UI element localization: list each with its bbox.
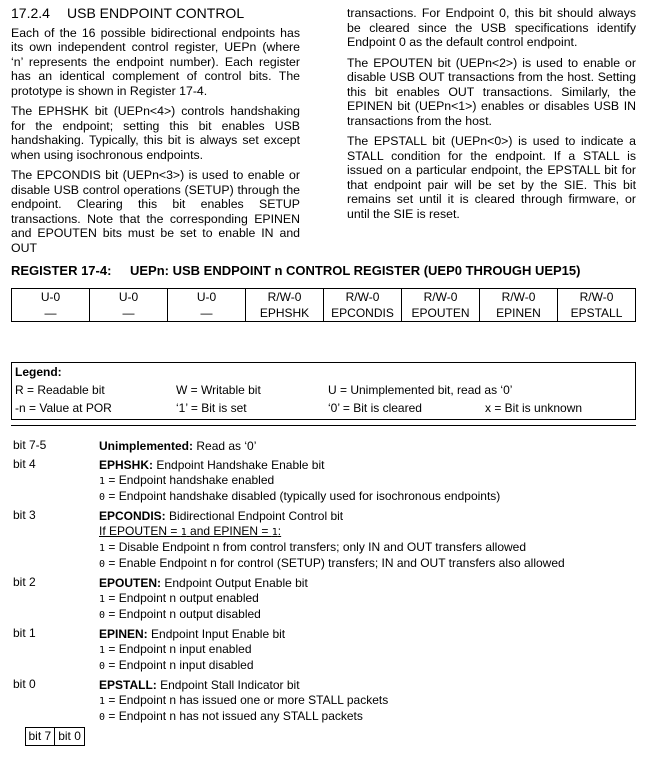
bit-high-label: bit 7 xyxy=(25,727,55,745)
condition-text: If EPOUTEN = xyxy=(99,524,181,538)
bit-field-desc: Endpoint Output Enable bit xyxy=(164,576,308,590)
paragraph: The EPHSHK bit (UEPn<4>) controls handshaking for the endpoint; setting this bit enables USB handshaking. Typically, this bit is always set except when using isochronous endpoints. xyxy=(11,104,300,162)
bit-row-3 xyxy=(13,508,653,572)
bit-field-desc: Endpoint Handshake Enable bit xyxy=(156,458,325,472)
section-title: USB ENDPOINT CONTROL xyxy=(67,5,245,21)
bit-name-cell: — xyxy=(90,305,168,322)
legend-set: ‘1’ = Bit is set xyxy=(176,401,247,415)
bit-name-cell: — xyxy=(12,305,90,322)
bit-field-name: EPHSHK: xyxy=(99,458,154,472)
legend-unimplemented: U = Unimplemented bit, read as ‘0’ xyxy=(328,383,513,397)
equals-sign: = xyxy=(105,607,119,621)
legend-readable: R = Readable bit xyxy=(15,383,105,397)
access-cell: R/W-0 xyxy=(480,289,558,306)
equals-sign: = xyxy=(105,489,119,503)
register-label: REGISTER 17-4: xyxy=(11,263,112,278)
access-cell: U-0 xyxy=(90,289,168,306)
value-desc: Endpoint n output disabled xyxy=(118,607,261,621)
bit-field-name: EPOUTEN: xyxy=(99,576,162,590)
right-column xyxy=(347,6,636,227)
value-one: 1 xyxy=(99,543,106,554)
paragraph: Each of the 16 possible bidirectional endpoints has its own independent control register, UEPn (where ‘n’ represents the endpoint number). Each register has an identical complement of control bits. The prototype is shown in Register 17-4. xyxy=(11,25,300,98)
equals-sign: = xyxy=(105,556,119,570)
access-cell: U-0 xyxy=(12,289,90,306)
value-desc: Endpoint handshake enabled xyxy=(118,473,275,487)
value-zero: 0 xyxy=(99,712,106,723)
register-title: UEPn: USB ENDPOINT n CONTROL REGISTER (UEP0 THROUGH UEP15) xyxy=(130,263,581,278)
bit-name-cell: EPOUTEN xyxy=(402,305,480,322)
bit-label: bit 7-5 xyxy=(13,438,47,452)
value-desc: Endpoint n has not issued any STALL packets xyxy=(118,709,363,723)
access-cell: R/W-0 xyxy=(558,289,636,306)
access-cell: R/W-0 xyxy=(246,289,324,306)
condition-text: and EPINEN = xyxy=(186,524,272,538)
bit-field-desc: Endpoint Stall Indicator bit xyxy=(160,678,300,692)
bit-row-4 xyxy=(13,457,653,505)
value-one: 1 xyxy=(271,527,278,538)
bit-row-7-5 xyxy=(13,438,653,454)
bit-label: bit 3 xyxy=(13,508,36,522)
equals-sign: = xyxy=(105,693,119,707)
bit-name-cell: EPINEN xyxy=(480,305,558,322)
legend-cleared: ‘0’ = Bit is cleared xyxy=(328,401,422,415)
bit-field-name: EPCONDIS: xyxy=(99,509,166,523)
access-cell: R/W-0 xyxy=(324,289,402,306)
bit-field-desc: Bidirectional Endpoint Control bit xyxy=(169,509,344,523)
paragraph: The EPOUTEN bit (UEPn<2>) is used to enable or disable USB OUT transactions from the host. Setting this bit enables OUT transactions. Similarly, the EPINEN bit (UEPn<1>) enables or disables USB IN transactions from the host. xyxy=(347,55,636,128)
equals-sign: = xyxy=(105,540,119,554)
access-cell: U-0 xyxy=(168,289,246,306)
paragraph: The EPCONDIS bit (UEPn<3>) is used to enable or disable USB control operations (SETUP) through the endpoint. Clearing this bit enables SETUP transactions. Note that the corresponding EPINEN and EPOUTEN bits must be set to enable IN and OUT xyxy=(11,168,300,255)
legend-por: -n = Value at POR xyxy=(15,401,112,415)
value-desc: Endpoint handshake disabled (typically used for isochronous endpoints) xyxy=(118,489,501,503)
value-one: 1 xyxy=(99,645,106,656)
bit-field-name: EPINEN: xyxy=(99,627,148,641)
name-row xyxy=(12,305,636,322)
legend-box xyxy=(11,362,636,420)
value-zero: 0 xyxy=(99,492,106,503)
register-heading xyxy=(11,264,651,279)
bit-field-desc: Endpoint Input Enable bit xyxy=(151,627,286,641)
value-zero: 0 xyxy=(99,610,106,621)
value-desc: Endpoint n has issued one or more STALL packets xyxy=(118,693,389,707)
value-desc: Disable Endpoint n from control transfers; only IN and OUT transfers allowed xyxy=(118,540,527,554)
paragraph: transactions. For Endpoint 0, this bit should always be cleared since the USB specifications identify Endpoint 0 as the default control endpoint. xyxy=(347,6,636,49)
access-row xyxy=(12,289,636,306)
bit-low-label: bit 0 xyxy=(55,727,85,745)
legend-writable: W = Writable bit xyxy=(176,383,261,397)
bit-descriptions xyxy=(13,438,653,728)
value-one: 1 xyxy=(99,594,106,605)
value-desc: Endpoint n input enabled xyxy=(118,642,252,656)
value-zero: 0 xyxy=(99,559,106,570)
legend-unknown: x = Bit is unknown xyxy=(485,401,583,415)
left-column xyxy=(11,6,300,261)
bit-row-0 xyxy=(13,677,653,725)
bit-row-2 xyxy=(13,575,653,623)
bit-field-desc: Read as ‘0’ xyxy=(196,439,257,453)
value-one: 1 xyxy=(99,696,106,707)
condition-line xyxy=(99,524,653,540)
bit-field-name: Unimplemented: xyxy=(99,439,194,453)
bit-range-row xyxy=(25,727,665,746)
value-one: 1 xyxy=(99,476,106,487)
bit-label: bit 0 xyxy=(13,677,36,691)
bit-name-cell: EPCONDIS xyxy=(324,305,402,322)
bit-field-name: EPSTALL: xyxy=(99,678,157,692)
equals-sign: = xyxy=(105,473,119,487)
equals-sign: = xyxy=(105,642,119,656)
bit-name-cell: — xyxy=(168,305,246,322)
equals-sign: = xyxy=(105,658,119,672)
section-heading xyxy=(11,6,300,21)
value-one: 1 xyxy=(180,527,187,538)
bit-label: bit 4 xyxy=(13,457,36,471)
equals-sign: = xyxy=(105,709,119,723)
value-zero: 0 xyxy=(99,661,106,672)
equals-sign: = xyxy=(105,591,119,605)
divider xyxy=(11,425,636,426)
bit-name-cell: EPSTALL xyxy=(558,305,636,322)
value-desc: Endpoint n input disabled xyxy=(118,658,254,672)
legend-title: Legend: xyxy=(15,365,62,379)
condition-text: : xyxy=(277,524,282,538)
access-cell: R/W-0 xyxy=(402,289,480,306)
value-desc: Enable Endpoint n for control (SETUP) transfers; IN and OUT transfers also allowed xyxy=(118,556,565,570)
value-desc: Endpoint n output enabled xyxy=(118,591,259,605)
bit-name-cell: EPHSHK xyxy=(246,305,324,322)
section-number: 17.2.4 xyxy=(11,5,50,21)
bit-label: bit 2 xyxy=(13,575,36,589)
bit-label: bit 1 xyxy=(13,626,36,640)
bit-row-1 xyxy=(13,626,653,674)
paragraph: The EPSTALL bit (UEPn<0>) is used to indicate a STALL condition for the endpoint. If a STALL is issued on a particular endpoint, the EPSTALL bit for that endpoint pair will be set by the SIE. This bit remains set until it is cleared through firmware, or until the SIE is reset. xyxy=(347,134,636,221)
